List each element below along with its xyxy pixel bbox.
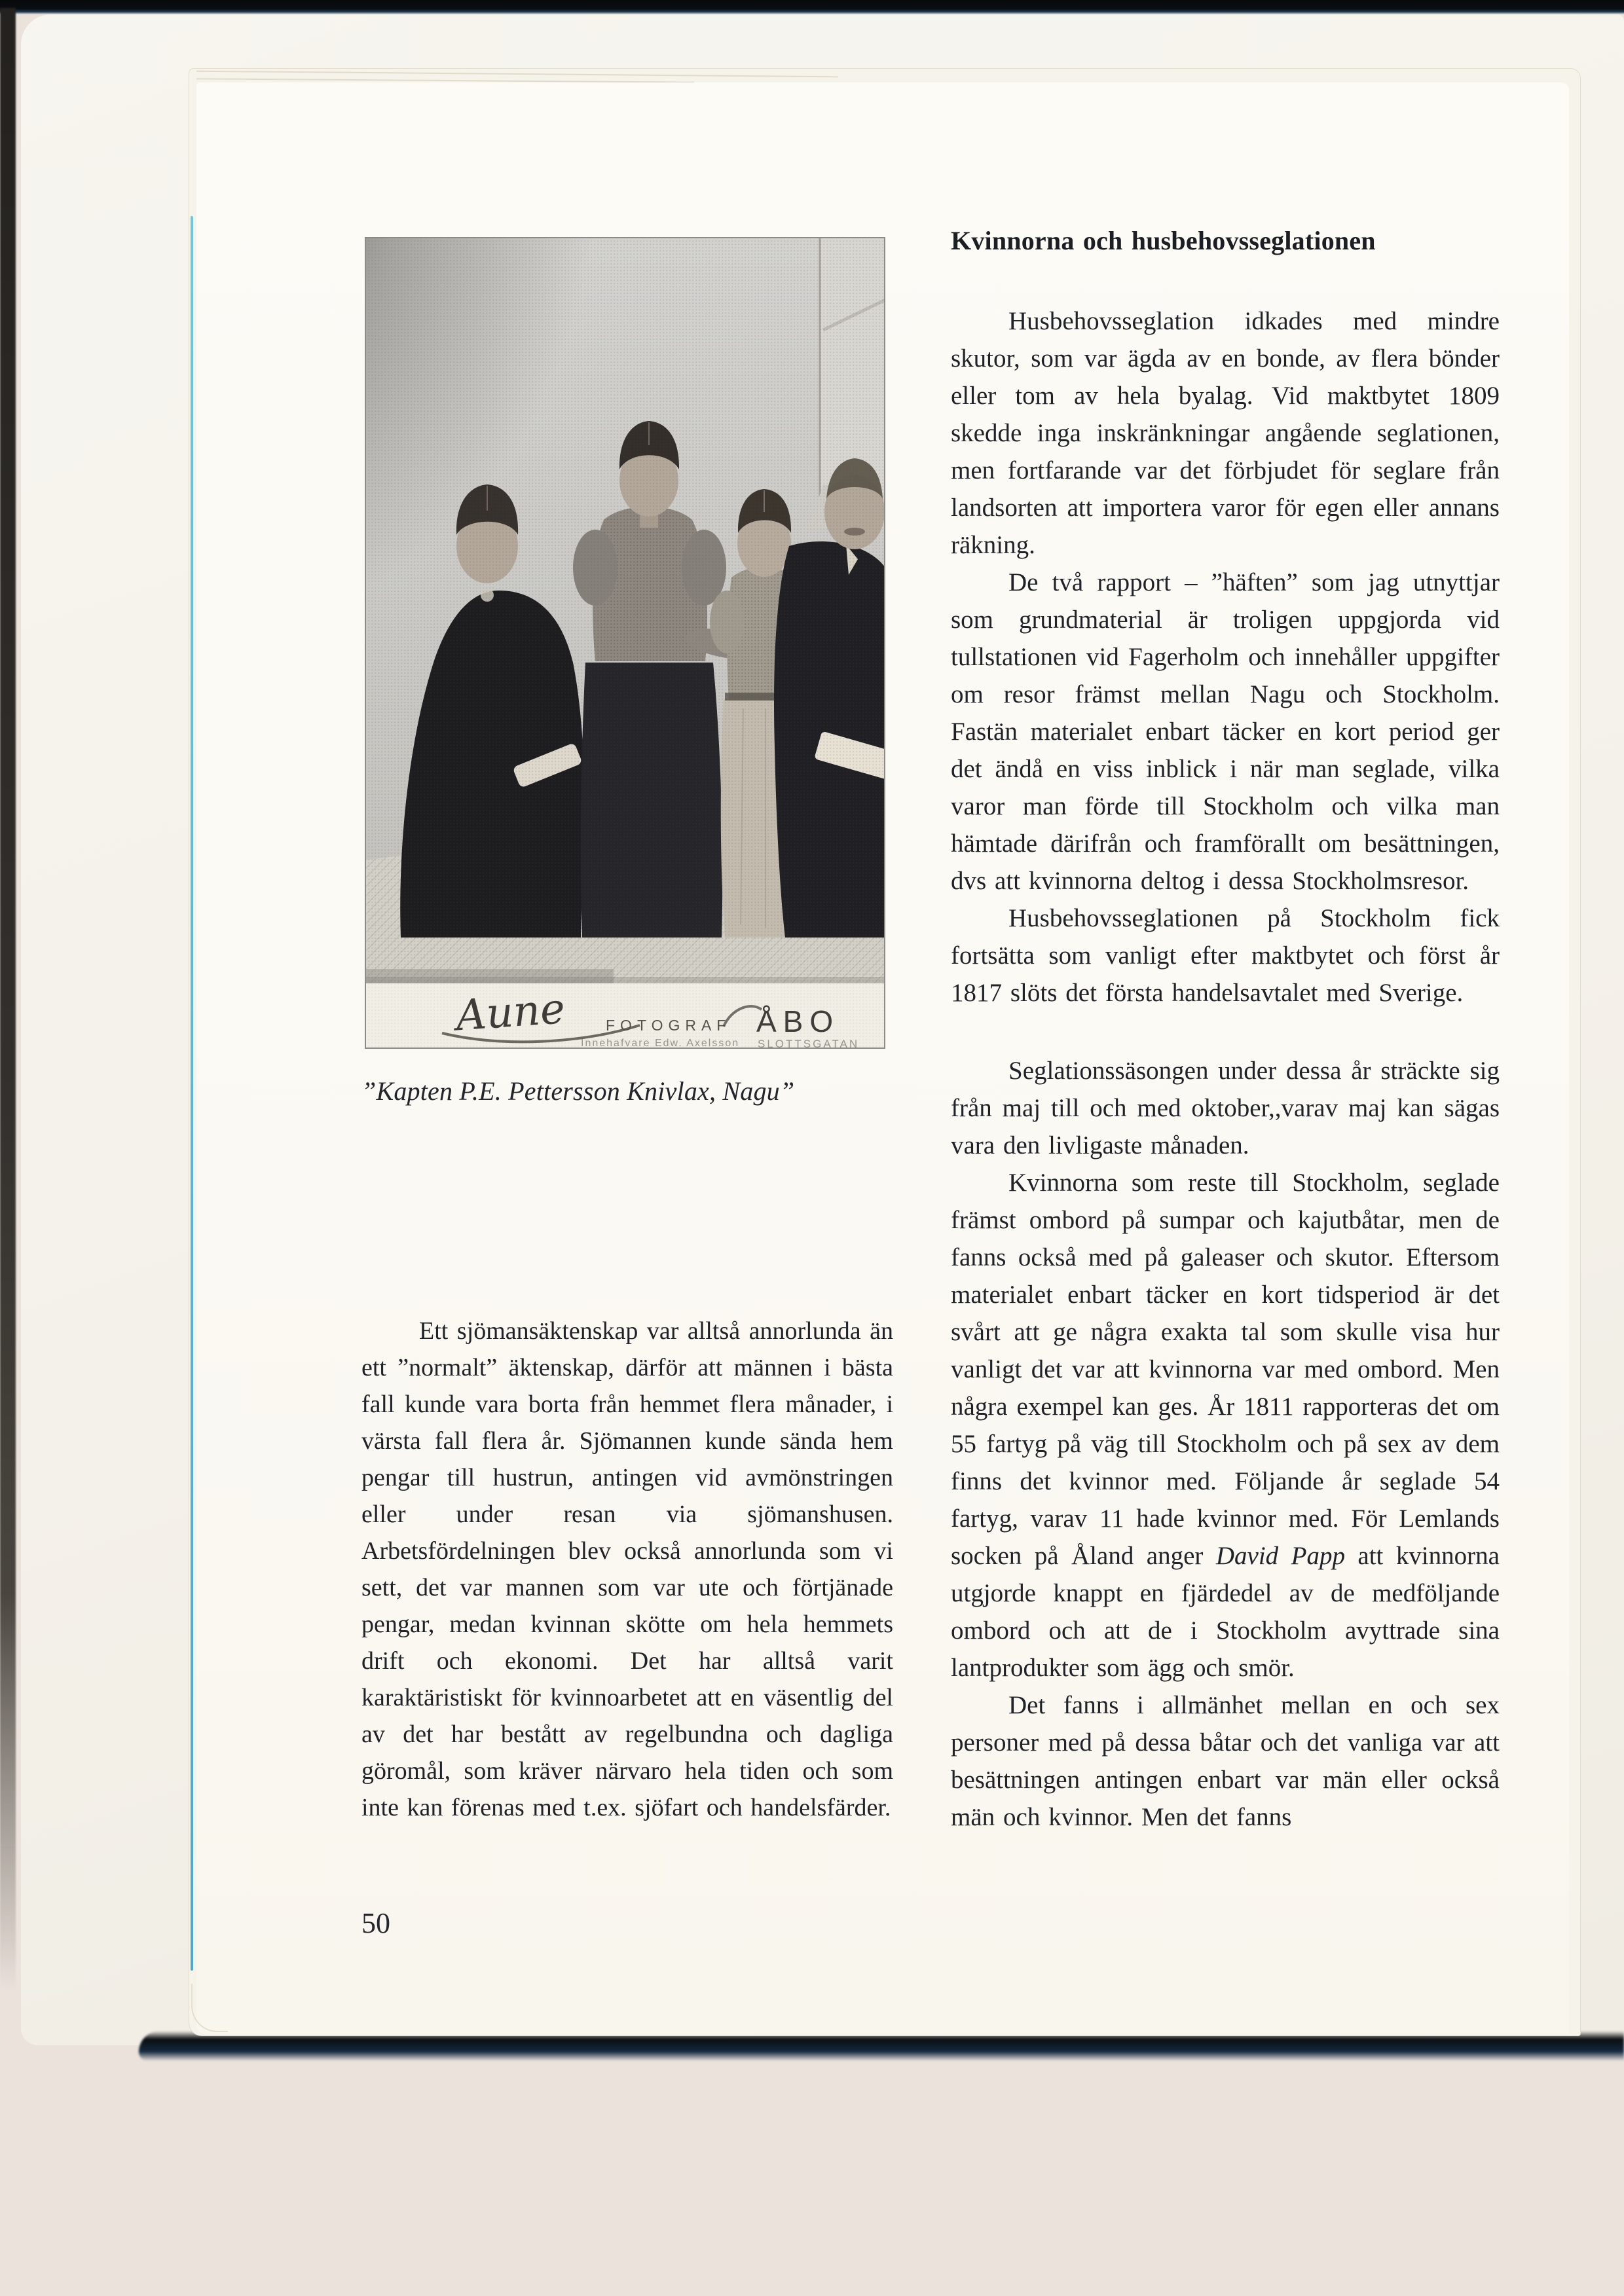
body-paragraph: Det fanns i allmänhet mellan en och sex personer med på dessa båtar och det vanliga var att besättningen antingen enbart var män eller också män och kvinnor. Men det fanns [951,1691,1500,1831]
paragraph-text: att kvinnorna utgjorde knappt en fjärdedel av de medföljande ombord och att de i Stockholm avyttrade sina lantprodukter som ägg och smör. [951,1542,1500,1682]
page-edge-blue-tint [191,216,193,1971]
body-paragraph: Ett sjömansäktenskap var alltså annorlunda än ett ”normalt” äktenskap, därför att männen i bästa fall kunde vara borta från hemmet flera månader, i värsta fall flera år. Sjömannen kunde sända hem pengar till hustrun, antingen vid avmönstringen eller under resan via sjömanshusen. Arbetsfördelningen blev också annorlunda som vi sett, det var mannen som var ute och förtjänade pengar, medan kvinnan skötte om hela hemmets drift och ekonomi. Det har alltså varit karaktäristiskt för kvinnoarbetet att en väsentlig del av det har bestått av regelbundna och dagliga göromål, som kräver närvaro hela tiden och som inte kan förenas med t.ex. sjöfart och handelsfärder. [361,1317,893,1821]
scanner-edge-top [0,0,1624,14]
family-portrait-photo [365,237,885,1049]
stamp-title-text: FOTOGRAF [606,1017,731,1034]
right-text-column [951,225,1500,1836]
stamp-subline-right: SLOTTSGATAN [758,1038,860,1049]
body-paragraph: Husbehovsseglation idkades med mindre skutor, som var ägda av en bonde, av flera bönder eller tom av hela byalag. Vid maktbytet 1809 skedde inga inskränkningar angående seglationen, men fortfarande var det förbjudet för seglare från landsorten att importera varor för egen eller annans räkning. [951,307,1500,559]
family-portrait-svg [365,237,885,1049]
body-paragraph: Seglationssäsongen under dessa år sträckte sig från maj till och med oktober,,varav maj kan sägas vara den livligaste månaden. [951,1057,1500,1159]
page-number: 50 [361,1907,390,1939]
left-text-column [361,1313,893,1826]
body-paragraph: Husbehovsseglationen på Stockholm fick fortsätta som vanligt efter maktbytet och först år 1817 slöts det första handelsavtalet med Sverige. [951,904,1500,1007]
photo-caption: ”Kapten P.E. Pettersson Knivlax, Nagu” [361,1076,795,1106]
photographer-stamp-band [365,983,885,1049]
stamp-subline-left: Innehafvare Edw. Axelsson [581,1038,740,1049]
section-heading: Kvinnorna och husbehovsseglationen [951,226,1376,255]
body-paragraph: De två rapport – ”häften” som jag utnyttjar som grundmaterial är troligen uppgjorda vid tullstationen vid Fagerholm och innehåller uppgifter om resor främst mellan Nagu och Stockholm. Fastän materialet enbart täcker en kort period ger det ändå en viss inblick i när man seglade, vilka varor man förde till Stockholm och vilka man hämtade därifrån och framförallt om besättningen, dvs att kvinnorna deltog i dessa Stockholmsresor. [951,568,1500,895]
author-name-italic: David Papp [1215,1542,1345,1570]
scanner-edge-left [0,8,16,1992]
paragraph-text: Kvinnorna som reste till Stockholm, seglade främst ombord på sumpar och kajutbåtar, men de fanns också med på galeaser och skutor. Eftersom materialet enbart täcker en kort tidsperiod är det svårt att ge några exakta tal som skulle visa hur vanligt det var att kvinnorna var med ombord. Men några exempel kan ges. År 1811 rapporteras det om 55 fartyg på väg till Stockholm och på sex av dem finns det kvinnor med. Följande år seglade 54 fartyg, varav 11 hade kvinnor med. För Lemlands socken på Åland anger [951,1169,1500,1570]
stamp-name-text: Aune [454,985,567,1041]
halftone-overlay [365,237,885,983]
body-paragraph [951,1164,1500,1686]
stamp-city-text: ÅBO [756,1004,840,1038]
